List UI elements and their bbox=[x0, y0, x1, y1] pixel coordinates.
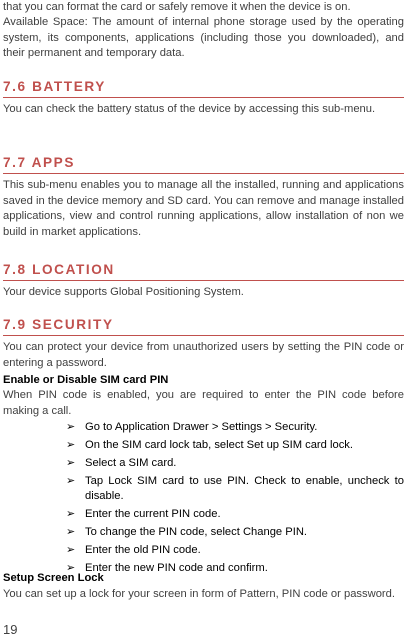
arrow-bullet-icon: ➢ bbox=[66, 474, 76, 487]
list-item: ➢ Tap Lock SIM card to use PIN. Check to enable, uncheck to disable. bbox=[66, 474, 404, 503]
apps-paragraph: This sub-menu enables you to manage all the installed, running and applications saved in the device memory and SD card. You can remove and manage installed applications, view and control running applications, allow installation of non we build in market applications. bbox=[3, 179, 404, 238]
arrow-bullet-icon: ➢ bbox=[66, 561, 76, 574]
list-item: ➢ Go to Application Drawer > Settings > Security. bbox=[3, 420, 404, 436]
location-paragraph: Your device supports Global Positioning System. bbox=[3, 286, 244, 298]
available-space-paragraph: Available Space: The amount of internal phone storage used by the operating system, its components, applications (including those you downloaded), and their permanent and temporary data. bbox=[3, 16, 404, 60]
arrow-bullet-icon: ➢ bbox=[66, 508, 76, 521]
list-item: ➢ Enter the old PIN code. bbox=[3, 543, 404, 559]
arrow-bullet-icon: ➢ bbox=[66, 438, 76, 451]
security-paragraph: You can protect your device from unauthorized users by setting the PIN code or entering a password. bbox=[3, 341, 404, 369]
security-heading: 7.9 SECURITY bbox=[3, 317, 404, 336]
list-item: ➢ To change the PIN code, select Change PIN. bbox=[3, 525, 404, 541]
arrow-bullet-icon: ➢ bbox=[66, 543, 76, 556]
arrow-bullet-icon: ➢ bbox=[66, 526, 76, 539]
battery-paragraph: You can check the battery status of the device by accessing this sub-menu. bbox=[3, 103, 376, 115]
apps-heading: 7.7 APPS bbox=[3, 155, 404, 174]
arrow-bullet-icon: ➢ bbox=[66, 456, 76, 469]
list-item: ➢ Enter the new PIN code and confirm. bbox=[3, 561, 404, 577]
arrow-bullet-icon: ➢ bbox=[66, 421, 76, 433]
screen-lock-subheading: Setup Screen Lock bbox=[3, 572, 104, 584]
list-item: ➢ Enter the current PIN code. bbox=[3, 507, 404, 523]
location-heading: 7.8 LOCATION bbox=[3, 262, 404, 281]
battery-heading: 7.6 BATTERY bbox=[3, 79, 404, 98]
sim-pin-subheading: Enable or Disable SIM card PIN bbox=[3, 374, 169, 386]
list-item: ➢ Select a SIM card. bbox=[3, 456, 404, 472]
intro-paragraph: that you can format the card or safely remove it when the device is on. bbox=[3, 1, 351, 13]
sim-pin-steps-list bbox=[3, 420, 404, 579]
sim-pin-paragraph: When PIN code is enabled, you are required to enter the PIN code before making a call. bbox=[3, 389, 404, 417]
list-item: ➢ On the SIM card lock tab, select Set up SIM card lock. bbox=[3, 438, 404, 454]
page-number: 19 bbox=[3, 622, 18, 637]
screen-lock-paragraph: You can set up a lock for your screen in form of Pattern, PIN code or password. bbox=[3, 588, 395, 600]
